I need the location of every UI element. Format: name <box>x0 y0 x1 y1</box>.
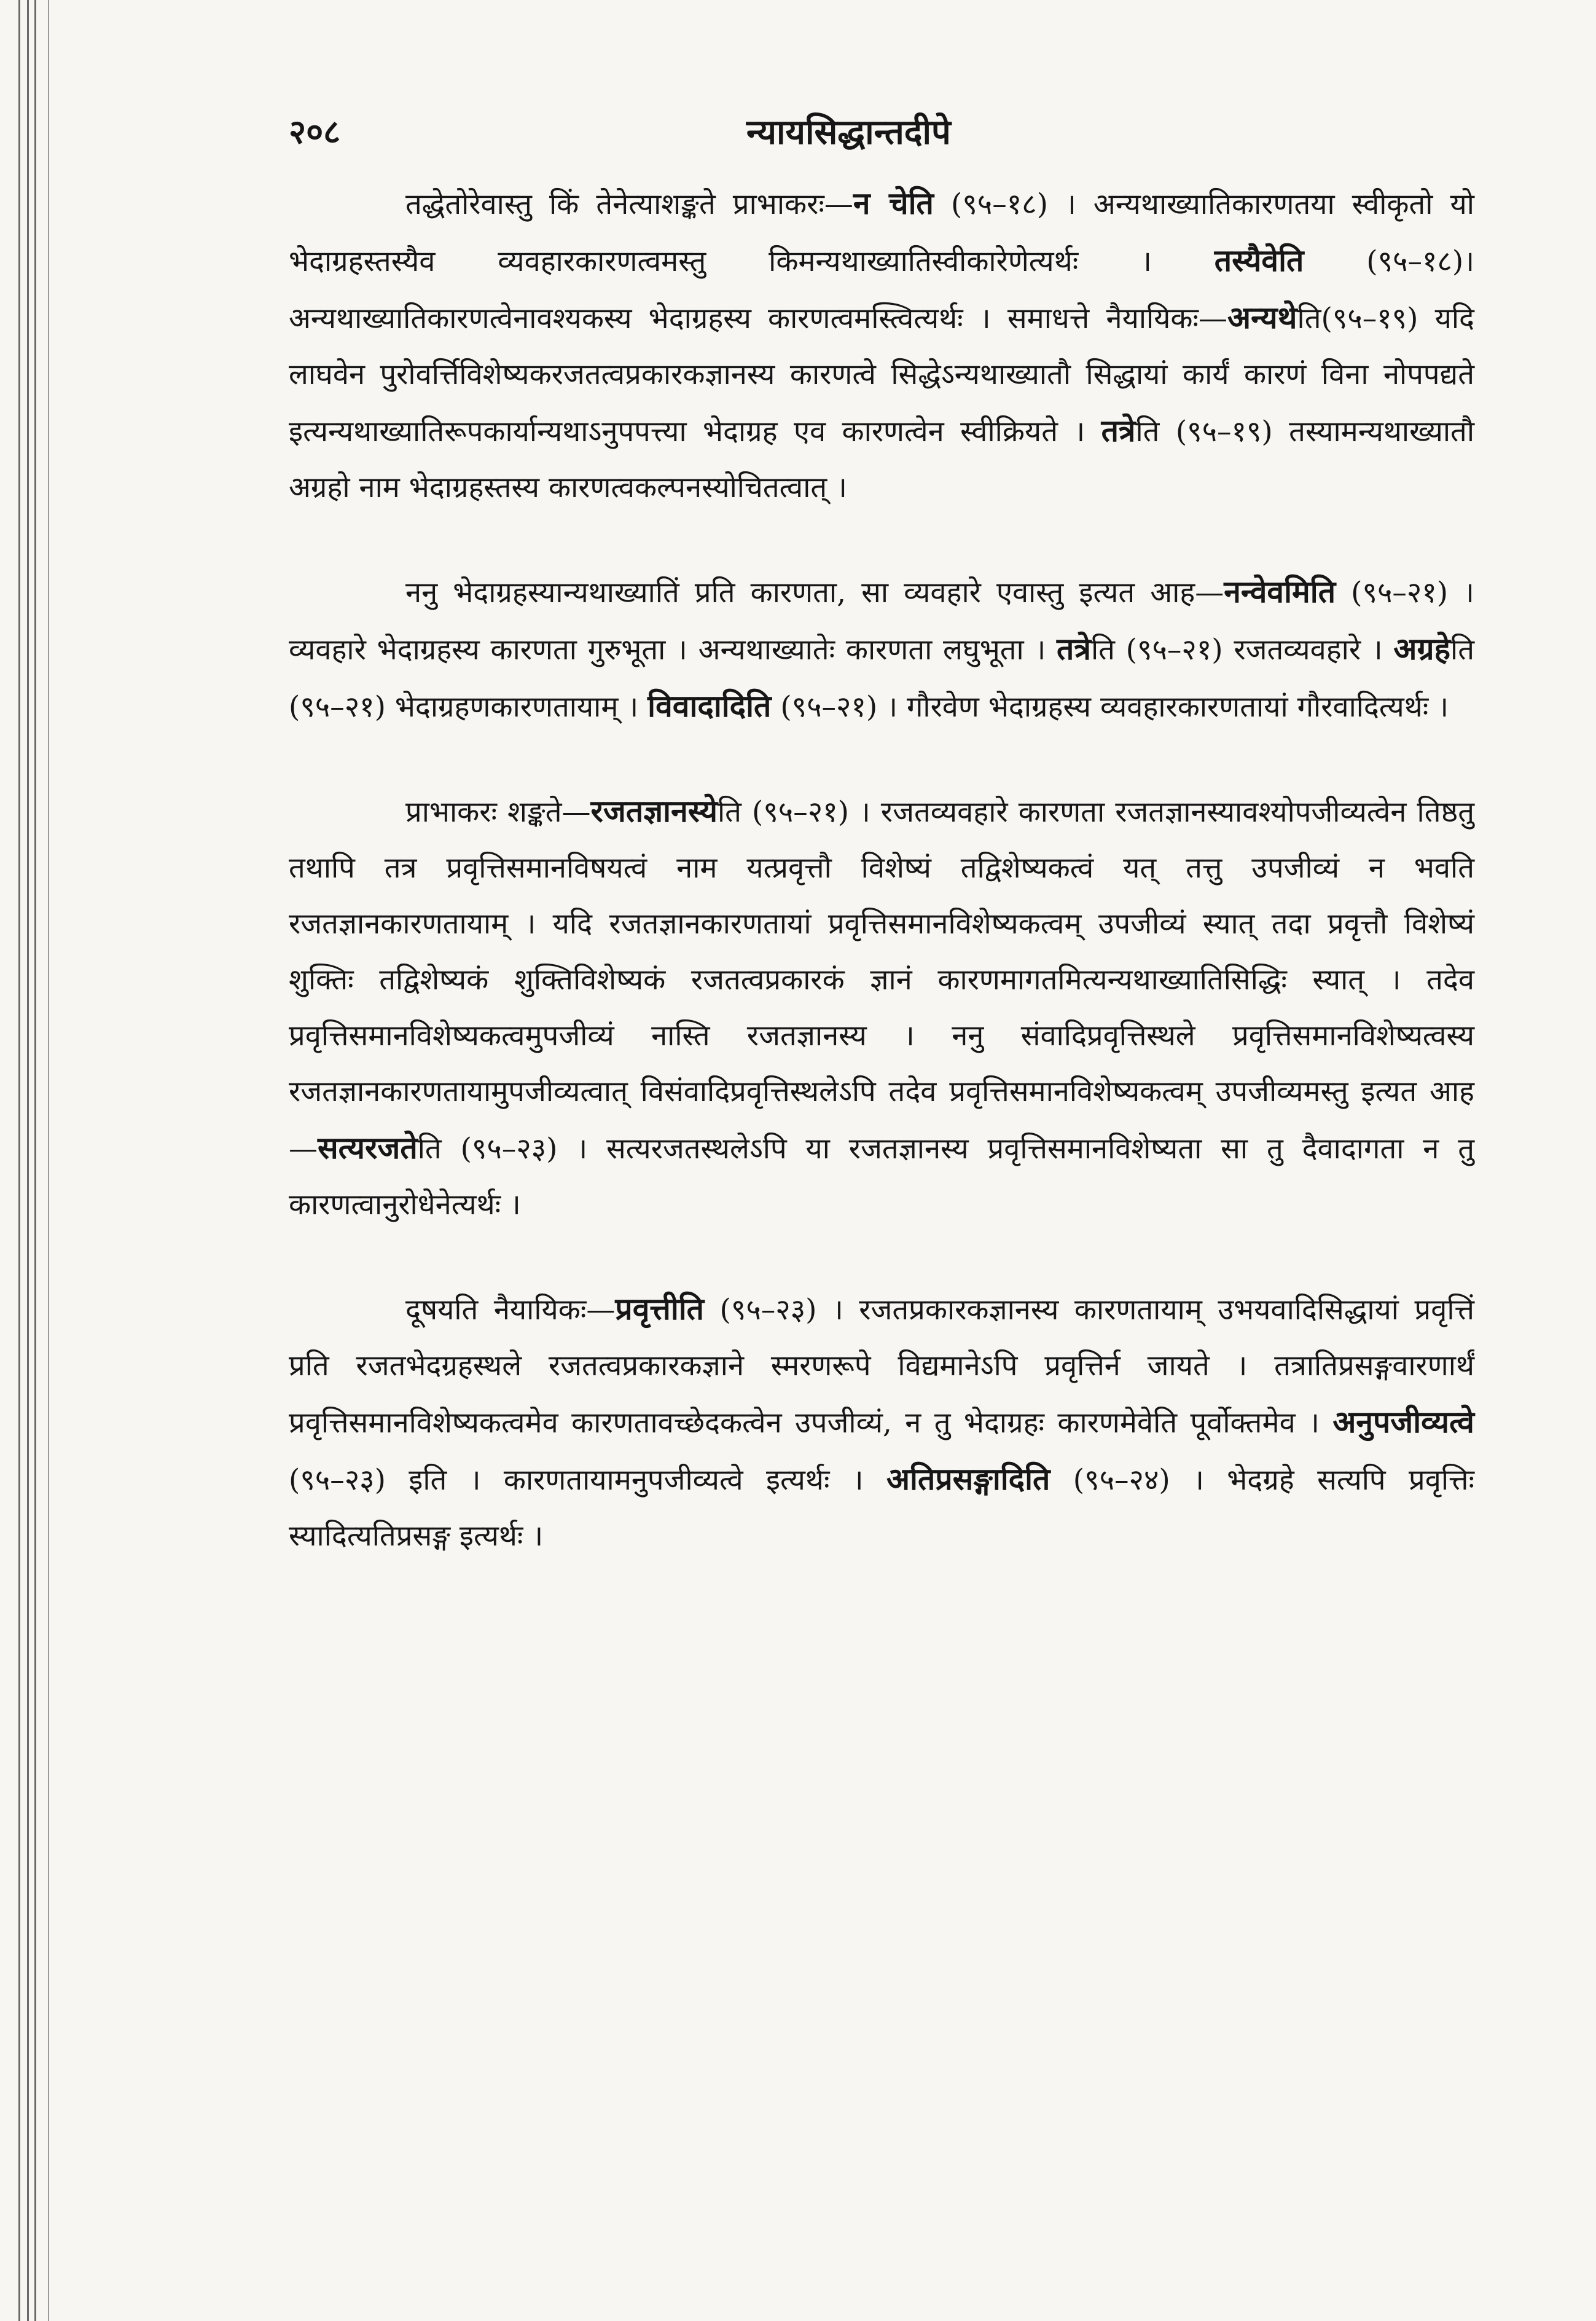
text-span: (९५–२४) । भेदग्रहे सत्यपि प्रवृत्तिः स्यादित्यतिप्रसङ्ग इत्यर्थः । <box>289 1463 1474 1553</box>
bold-term: सत्यरजते <box>318 1129 418 1166</box>
text-span: ति (९५–२१) रजतव्यवहारे । <box>1090 633 1394 667</box>
body-text <box>289 175 1474 1564</box>
text-span: ति (९५–२३) । सत्यरजतस्थलेऽपि या रजतज्ञानस्य प्रवृत्तिसमानविशेष्यता सा तु दैवादागता न तु कारणत्वानुरोधेनेत्यर्थः । <box>289 1132 1474 1222</box>
bold-term: रजतज्ञानस्ये <box>590 793 718 829</box>
bold-term: अतिप्रसङ्गादिति <box>886 1461 1050 1497</box>
paragraph <box>289 564 1474 735</box>
text-span: (९५–२३) । रजतप्रकारकज्ञानस्य कारणतायाम् उभयवादिसिद्धायां प्रवृत्तिं प्रति रजतभेदग्रहस्थले रजतत्वप्रकारकज्ञाने स्मरणरूपे विद्यमानेऽपि प्रवृत्तिर्न जायते । तत्रातिप्रसङ्गवारणार्थं प्रवृत्तिसमानविशेष्यकत्वमेव कारणतावच्छेदकत्वेन उपजीव्यं, न तु भेदाग्रहः कारणमेवेति पूर्वोक्तमेव । <box>289 1293 1474 1440</box>
text-span: (९५–२३) इति । कारणतायामनुपजीव्यत्वे इत्यर्थः । <box>289 1463 886 1497</box>
bold-term: अनुपजीव्यत्वे <box>1332 1404 1474 1440</box>
paragraph <box>289 1281 1474 1564</box>
text-span: प्राभाकरः शङ्कते— <box>405 795 591 829</box>
text-span: दूषयति नैयायिकः— <box>405 1293 616 1327</box>
running-title: न्यायसिद्धान्तदीपे <box>746 112 951 152</box>
page-header <box>289 108 1474 175</box>
text-span: ति(९५–१९) यदि लाघवेन पुरोवर्त्तिविशेष्यकरजतत्वप्रकारकज्ञानस्य कारणत्वे सिद्धेऽन्यथाख्यातौ सिद्धायां कार्यं कारणं विना नोपपद्यते इत्यन्यथाख्यातिरूपकार्यान्यथाऽनुपपत्त्या भेदाग्रह एव कारणत्वेन स्वीक्रियते । <box>289 302 1474 449</box>
bold-term: न चेति <box>853 185 934 221</box>
text-span: (९५–१८) । अन्यथाख्यातिकारणतया स्वीकृतो यो भेदाग्रहस्तस्यैव व्यवहारकारणत्वमस्तु किमन्यथाख्यातिस्वीकारेणेत्यर्थः । <box>289 187 1474 278</box>
binding-edge-line <box>27 0 29 2321</box>
bold-term: अग्रहे <box>1393 630 1451 667</box>
paragraph <box>289 783 1474 1233</box>
binding-edge-line <box>18 0 20 2321</box>
paragraph <box>289 175 1474 516</box>
page-number: २०८ <box>289 112 341 151</box>
text-span: ति (९५–१९) तस्यामन्यथाख्यातौ अग्रहो नाम भेदाग्रहस्तस्य कारणत्वकल्पनस्योचितत्वात् । <box>289 415 1474 505</box>
text-span: (९५–१८)। अन्यथाख्यातिकारणत्वेनावश्यकस्य भेदाग्रहस्य कारणत्वमस्त्वित्यर्थः । समाधत्ते नैयायिकः— <box>289 245 1475 336</box>
bold-term: नन्वेवमिति <box>1224 573 1336 610</box>
text-span: (९५–२१) । व्यवहारे भेदाग्रहस्य कारणता गुरुभूता । अन्यथाख्यातेः कारणता लघुभूता । <box>289 576 1474 667</box>
text-span: ति (९५–२१) भेदाग्रहणकारणतायाम् । <box>289 633 1474 724</box>
bold-term: प्रवृत्तीति <box>615 1290 705 1327</box>
bold-term: तत्रे <box>1101 412 1136 449</box>
bold-term: तत्रे <box>1057 630 1091 667</box>
bold-term: विवादादिति <box>647 688 772 724</box>
bold-term: तस्यैवेति <box>1214 242 1304 278</box>
binding-edge-line <box>48 0 49 2321</box>
text-span: ननु भेदाग्रहस्यान्यथाख्यातिं प्रति कारणता, सा व्यवहारे एवास्तु इत्यत आह— <box>405 576 1224 610</box>
binding-edge-line <box>34 0 36 2321</box>
text-span: तद्धेतोरेवास्तु किं तेनेत्याशङ्कते प्राभाकरः— <box>405 187 853 221</box>
bold-term: अन्यथे <box>1227 299 1297 336</box>
text-span: (९५–२१) । गौरवेण भेदाग्रहस्य व्यवहारकारणतायां गौरवादित्यर्थः । <box>771 690 1449 724</box>
text-span: ति (९५–२१) । रजतव्यवहारे कारणता रजतज्ञानस्यावश्योपजीव्यत्वेन तिष्ठतु तथापि तत्र प्रवृत्तिसमानविषयत्वं नाम यत्प्रवृत्तौ विशेष्यं तद्विशेष्यकत्वं यत् तत्तु उपजीव्यं न भवति रजतज्ञानकारणतायाम् । यदि रजतज्ञानकारणतायां प्रवृत्तिसमानविशेष्यकत्वम् उपजीव्यं स्यात् तदा प्रवृत्तौ विशेष्यं शुक्तिः तद्विशेष्यकं शुक्तिविशेष्यकं रजतत्वप्रकारकं ज्ञानं कारणमागतमित्यन्यथाख्यातिसिद्धिः स्यात् । तदेव प्रवृत्तिसमानविशेष्यकत्वमुपजीव्यं नास्ति रजतज्ञानस्य । ननु संवादिप्रवृत्तिस्थले प्रवृत्तिसमानविशेष्यत्वस्य रजतज्ञानकारणतायामुपजीव्यत्वात् विसंवादिप्रवृत्तिस्थलेऽपि तदेव प्रवृत्तिसमानविशेष्यकत्वम् उपजीव्यमस्तु इत्यत आह— <box>289 795 1474 1166</box>
book-page <box>289 108 1474 1564</box>
